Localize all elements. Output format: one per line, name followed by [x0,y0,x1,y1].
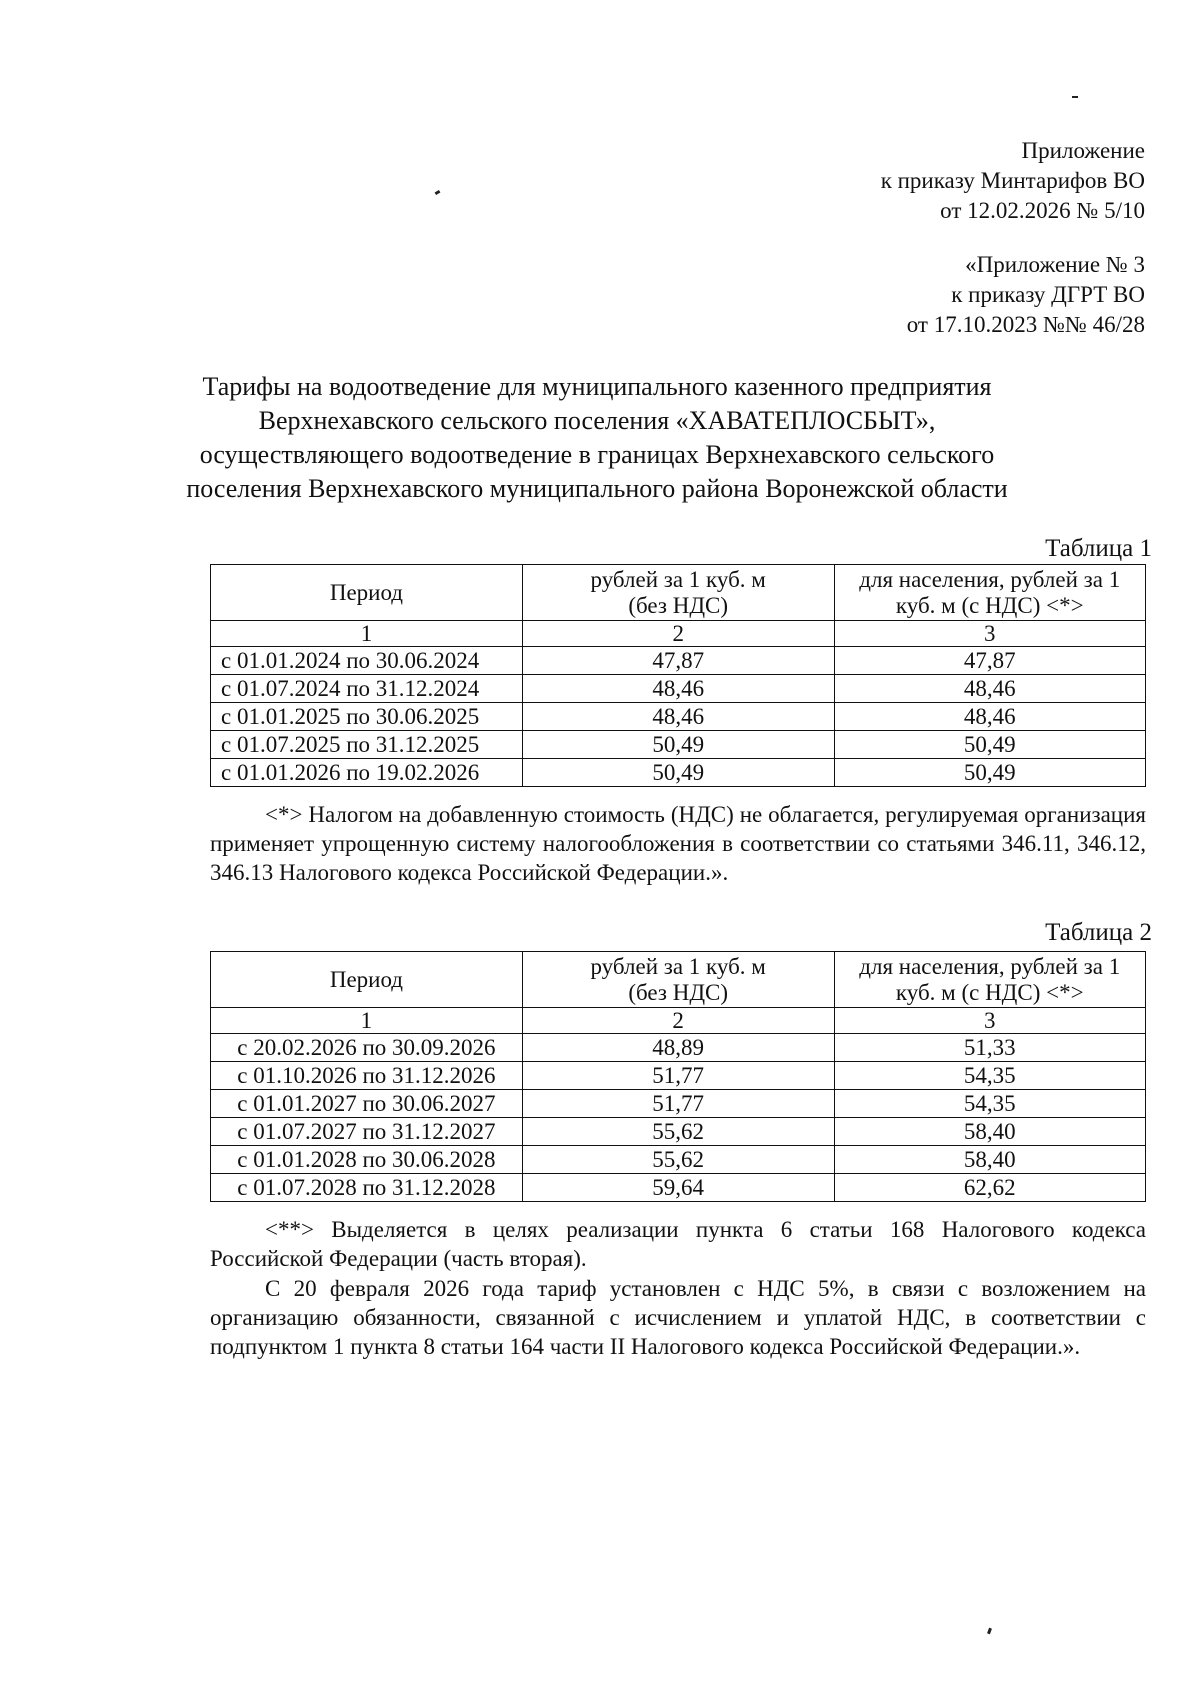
appendix-line: от 12.02.2026 № 5/10 [940,198,1145,223]
index-cell: 1 [211,1008,523,1034]
period-cell: с 01.01.2028 по 30.06.2028 [211,1146,523,1174]
scan-mark [435,190,441,195]
table-index-row [211,1008,1146,1034]
table-row [211,1090,1146,1118]
no-vat-cell: 55,62 [522,1118,834,1146]
table-row [211,647,1146,675]
appendix-line: к приказу ДГРТ ВО [951,282,1145,307]
index-cell: 3 [834,1008,1146,1034]
header-period: Период [211,952,523,1008]
header-no-vat: рублей за 1 куб. м (без НДС) [522,565,834,621]
population-cell: 50,49 [834,731,1146,759]
no-vat-cell: 50,49 [522,731,834,759]
population-cell: 50,49 [834,759,1146,787]
table-row [211,1034,1146,1062]
population-cell: 48,46 [834,675,1146,703]
appendix-header [881,136,1145,226]
period-cell: с 01.07.2027 по 31.12.2027 [211,1118,523,1146]
period-cell: с 01.01.2025 по 30.06.2025 [211,703,523,731]
header-population: для населения, рублей за 1 куб. м (с НДС) <*> [834,565,1146,621]
title-line: осуществляющего водоотведение в границах Верхнехавского сельского [199,440,995,469]
period-cell: с 01.07.2025 по 31.12.2025 [211,731,523,759]
table-row [211,1174,1146,1202]
period-cell: с 01.01.2024 по 30.06.2024 [211,647,523,675]
population-cell: 62,62 [834,1174,1146,1202]
no-vat-cell: 50,49 [522,759,834,787]
appendix-line: к приказу Минтарифов ВО [880,168,1145,193]
header-population: для населения, рублей за 1 куб. м (с НДС) <*> [834,952,1146,1008]
no-vat-cell: 55,62 [522,1146,834,1174]
population-cell: 51,33 [834,1034,1146,1062]
period-cell: с 01.01.2026 по 19.02.2026 [211,759,523,787]
appendix-original-header [907,250,1145,340]
table-row [211,1146,1146,1174]
document-title [160,370,1034,506]
table-row [211,703,1146,731]
period-cell: с 01.07.2028 по 31.12.2028 [211,1174,523,1202]
title-line: поселения Верхнехавского муниципального района Воронежской области [186,474,1008,503]
table2-footnote: <**> Выделяется в целях реализации пункта 6 статьи 168 Налогового кодекса Российской Федерации (часть вторая). [210,1217,1146,1271]
table1-label: Таблица 1 [1045,535,1152,562]
title-line: Тарифы на водоотведение для муниципального казенного предприятия [202,372,992,401]
period-cell: с 01.01.2027 по 30.06.2027 [211,1090,523,1118]
scan-mark [987,1628,992,1635]
index-cell: 2 [522,621,834,647]
appendix-line: Приложение [1021,138,1145,163]
no-vat-cell: 51,77 [522,1090,834,1118]
table-index-row [211,621,1146,647]
table-row [211,759,1146,787]
no-vat-cell: 47,87 [522,647,834,675]
table1-footnote: <*> Налогом на добавленную стоимость (НДС) не облагается, регулируемая организация применяет упрощенную систему налогообложения в соответствии со статьями 346.11, 346.12, 346.13 Налогового кодекса Российской Федерации.». [210,802,1146,885]
period-cell: с 01.10.2026 по 31.12.2026 [211,1062,523,1090]
table-header-row [211,952,1146,1008]
period-cell: с 20.02.2026 по 30.09.2026 [211,1034,523,1062]
tariff-table-2 [210,951,1146,1202]
header-period: Период [211,565,523,621]
population-cell: 58,40 [834,1118,1146,1146]
no-vat-cell: 48,46 [522,675,834,703]
scan-mark [1072,96,1078,98]
index-cell: 3 [834,621,1146,647]
index-cell: 1 [211,621,523,647]
no-vat-cell: 48,89 [522,1034,834,1062]
header-no-vat: рублей за 1 куб. м (без НДС) [522,952,834,1008]
no-vat-cell: 51,77 [522,1062,834,1090]
appendix-line: «Приложение № 3 [965,252,1145,277]
table-header-row [211,565,1146,621]
table2-label: Таблица 2 [1045,919,1152,946]
vat-note: С 20 февраля 2026 года тариф установлен с НДС 5%, в связи с возложением на организацию обязанности, связанной с исчислением и уплатой НДС, в соответствии с подпунктом 1 пункта 8 статьи 164 части II Налогового кодекса Российской Федерации.». [210,1276,1146,1359]
table-row [211,731,1146,759]
population-cell: 47,87 [834,647,1146,675]
appendix-line: от 17.10.2023 №№ 46/28 [906,312,1145,337]
title-line: Верхнехавского сельского поселения «ХАВАТЕПЛОСБЫТ», [258,406,936,435]
no-vat-cell: 59,64 [522,1174,834,1202]
population-cell: 54,35 [834,1090,1146,1118]
index-cell: 2 [522,1008,834,1034]
table-row [211,1062,1146,1090]
population-cell: 48,46 [834,703,1146,731]
table-row [211,675,1146,703]
tariff-table-1 [210,564,1146,787]
population-cell: 54,35 [834,1062,1146,1090]
population-cell: 58,40 [834,1146,1146,1174]
no-vat-cell: 48,46 [522,703,834,731]
period-cell: с 01.07.2024 по 31.12.2024 [211,675,523,703]
table-row [211,1118,1146,1146]
